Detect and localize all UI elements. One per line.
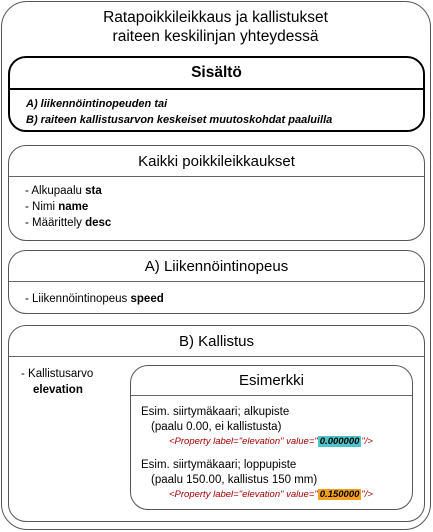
code-prefix: <Property label="elevation" value=" [169,489,318,500]
item-label: - Alkupaalu [25,185,86,197]
item-attribute: sta [85,185,102,197]
example-1-value: 0.000000 [319,436,360,447]
example-1-title: Esim. siirtymäkaari; alkupiste [141,406,290,418]
speed-body [9,282,424,313]
example-2-detail: (paalu 150.00, kallistus 150 mm) [151,474,318,486]
speed-box [8,250,425,314]
example-header: Esimerkki [131,366,412,396]
item-attribute: name [58,201,89,213]
cant-attribute-list [21,366,93,398]
code-suffix: "/> [361,489,373,500]
item-label: - Määrittely [25,217,86,229]
example-body [131,396,412,510]
example-2-value: 0.150000 [319,489,360,500]
all-sections-box [8,145,425,241]
speed-label: - Liikennöintinopeus [25,293,131,305]
cant-label: - Kallistusarvo [21,368,94,380]
example-1-code [141,435,402,448]
item-attribute: desc [85,217,112,229]
all-sections-header: Kaikki poikkileikkaukset [9,146,424,177]
list-item [25,215,408,231]
title-line-2: raiteen keskilinjan yhteydessä [112,28,319,45]
code-prefix: <Property label="elevation" value=" [169,436,318,447]
all-sections-body [9,177,424,237]
diagram-title [0,8,431,46]
example-1-detail: (paalu 0.00, ei kallistusta) [151,421,282,433]
cant-attribute: elevation [33,384,83,396]
cant-box [8,325,425,522]
example-2-title: Esim. siirtymäkaari; loppupiste [141,459,297,471]
example-2-code [141,488,402,501]
contents-header: Sisältö [10,58,423,90]
list-item [25,199,408,215]
list-item [25,183,408,199]
example-box [130,365,413,510]
contents-line-a: A) liikennöintinopeuden tai [26,98,168,110]
cant-header: B) Kallistus [9,326,424,357]
speed-header: A) Liikennöintinopeus [9,251,424,282]
title-line-1: Ratapoikkileikkaus ja kallistukset [103,9,328,26]
contents-box [8,56,425,132]
code-suffix: "/> [361,436,373,447]
contents-line-b: B) raiteen kallistusarvon keskeiset muutoskohdat paaluilla [26,114,333,126]
contents-body [10,90,423,134]
item-label: - Nimi [25,201,59,213]
speed-attribute: speed [130,293,164,305]
